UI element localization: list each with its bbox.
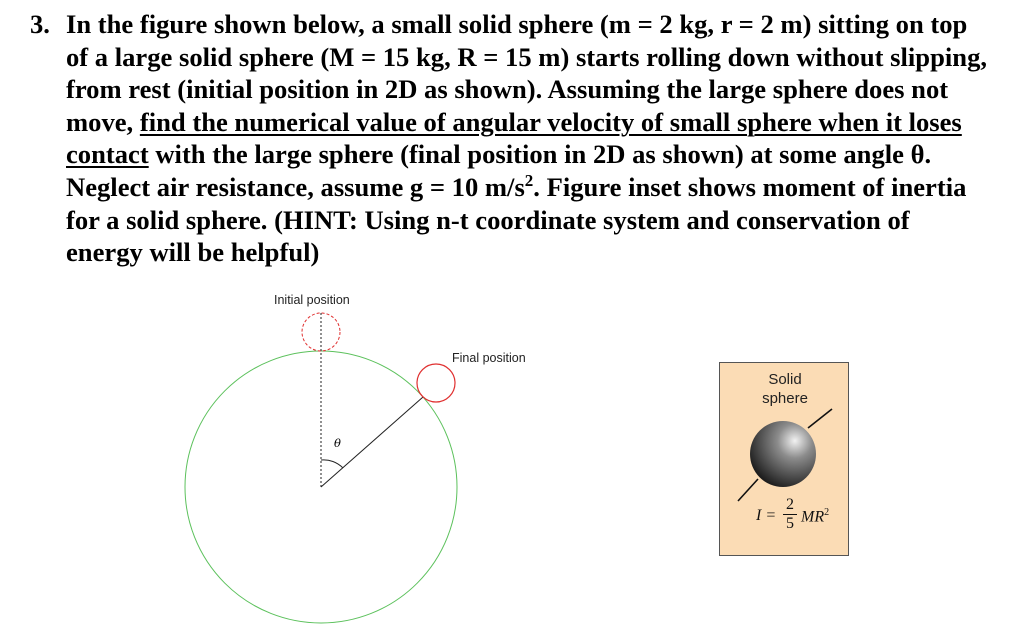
formula-fraction — [783, 497, 797, 532]
inset-title-line1: Solid — [768, 371, 802, 388]
problem-text-end: . Figure inset shows moment of inertia for a solid sphere. (HINT: Using n-t coordinate system and conservation of energy will be helpful) — [66, 171, 967, 268]
formula-rhs-text: MR — [801, 508, 825, 526]
problem-text-after: with the large sphere (final position in 2D as shown) at some angle θ. Neglect air resistance, assume g = 10 m/s — [66, 139, 932, 202]
final-position-label: Final position — [452, 351, 526, 365]
problem-number: 3. — [30, 9, 50, 39]
initial-position-label: Initial position — [274, 293, 350, 307]
axis-top — [808, 409, 832, 428]
formula-denominator: 5 — [786, 515, 794, 532]
formula-numerator: 2 — [786, 496, 794, 513]
solid-sphere-ball — [750, 421, 816, 487]
axis-bottom — [738, 479, 758, 501]
problem-underlined-text: find the numerical value of angular velocity of small sphere when it loses contact — [66, 106, 962, 170]
problem-text-before: In the figure shown below, a small solid sphere (m = 2 kg, r = 2 m) sitting on top of a large solid sphere (M = 15 kg, R = 15 m) starts rolling down without slipping, from rest (initial position in 2D as shown). Assuming the large sphere does not move, — [66, 9, 988, 137]
theta-label: θ — [334, 436, 341, 450]
inset-title-line2: sphere — [762, 390, 808, 407]
formula-lhs: I = — [756, 507, 777, 524]
formula-exponent: 2 — [824, 507, 830, 518]
problem-superscript: 2 — [524, 170, 534, 190]
formula-rhs — [801, 507, 829, 526]
